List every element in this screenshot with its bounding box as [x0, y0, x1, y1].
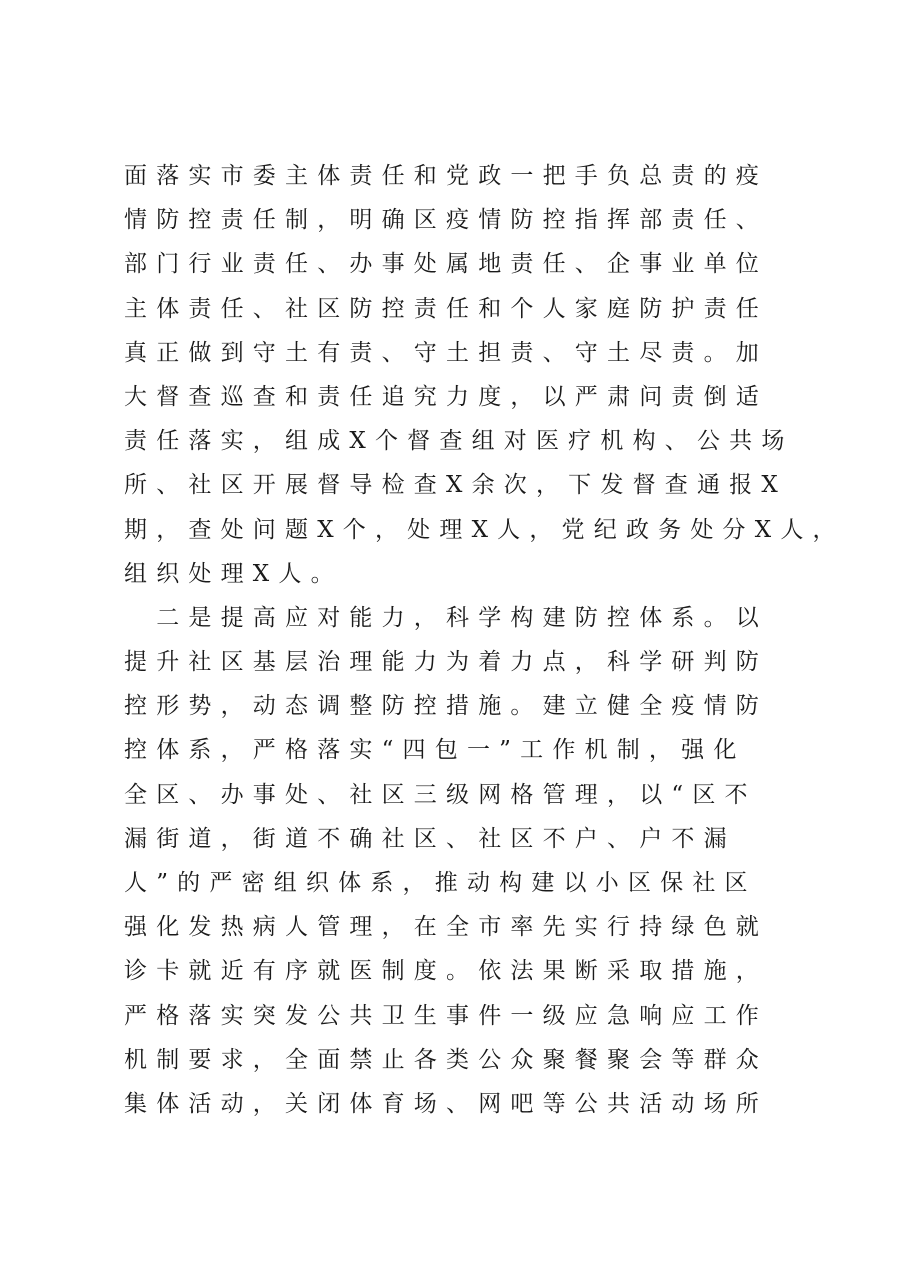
text-line: 强化发热病人管理，在全市率先实行持绿色就 — [124, 914, 768, 941]
text-line: 所、社区开展督导检查X余次，下发督查通报X — [124, 472, 787, 499]
text-line: 严格落实突发公共卫生事件一级应急响应工作 — [124, 1002, 768, 1029]
text-line: 全区、办事处、社区三级网格管理，以“区不 — [124, 781, 757, 808]
text-line: 面落实市委主体责任和党政一把手负总责的疫 — [124, 163, 768, 189]
text-line: 主体责任、社区防控责任和个人家庭防护责任 — [124, 295, 768, 322]
text-line: 真正做到守土有责、守土担责、守土尽责。加 — [124, 339, 768, 366]
text-line: 控体系，严格落实“四包一”工作机制，强化 — [124, 737, 746, 764]
text-line: 提升社区基层治理能力为着力点，科学研判防 — [124, 649, 768, 676]
paragraph-start-line: 二是提高应对能力，科学构建防控体系。以 — [124, 604, 768, 631]
text-line: 诊卡就近有序就医制度。依法果断采取措施， — [124, 958, 768, 985]
body-text — [124, 154, 845, 1126]
text-line: 集体活动，关闭体育场、网吧等公共活动场所 — [124, 1090, 768, 1117]
text-line: 组织处理X人。 — [124, 560, 343, 587]
text-line: 漏街道，街道不确社区、社区不户、户不漏 — [124, 825, 736, 852]
text-line: 部门行业责任、办事处属地责任、企事业单位 — [124, 251, 768, 278]
text-line: 控形势，动态调整防控措施。建立健全疫情防 — [124, 693, 768, 720]
text-line: 机制要求，全面禁止各类公众聚餐聚会等群众 — [124, 1046, 768, 1073]
text-line: 责任落实，组成X个督查组对医疗机构、公共场 — [124, 428, 794, 455]
text-line: 期，查处问题X个，处理X人，党纪政务处分X人， — [124, 516, 845, 543]
text-line: 人”的严密组织体系，推动构建以小区保社区 — [124, 870, 757, 896]
text-line: 大督查巡查和责任追究力度，以严肃问责倒适 — [124, 383, 768, 410]
text-line: 情防控责任制，明确区疫情防控指挥部责任、 — [124, 207, 768, 234]
